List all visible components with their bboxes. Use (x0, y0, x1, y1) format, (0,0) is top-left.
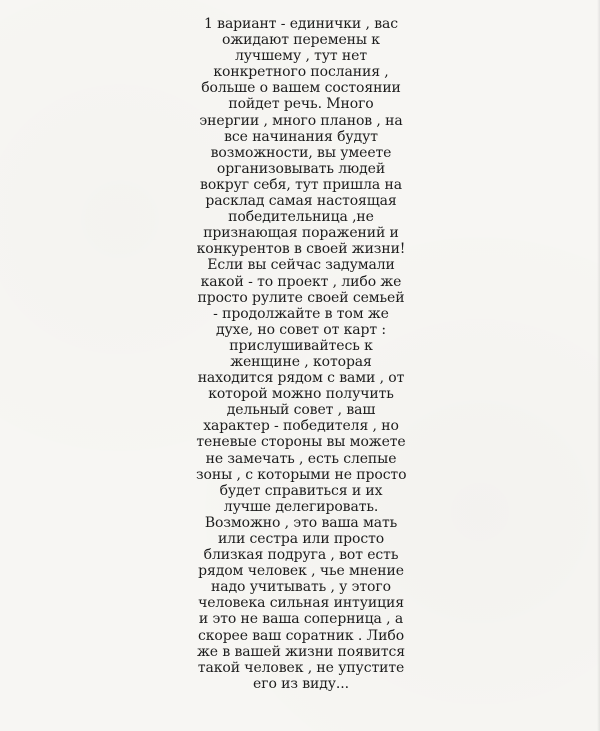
text-line: победительница ,не (228, 209, 374, 226)
text-line: будет справиться и их (219, 482, 383, 499)
text-line: пойдет речь. Много (228, 96, 374, 113)
text-line: просто рулите своей семьей (197, 289, 405, 306)
text-line: зоны , с которыми не просто (196, 466, 407, 483)
text-line: надо учитывать , у этого (211, 579, 391, 596)
text-line: возможности, вы умеете (210, 144, 392, 161)
text-line: скорее ваш соратник . Либо (197, 627, 405, 644)
text-line: рядом человек , чье мнение (198, 563, 404, 580)
text-line: лучшему , тут нет (234, 48, 367, 65)
text-line: лучше делегировать. (223, 498, 379, 515)
text-line: дельный совет , ваш (226, 402, 376, 419)
text-line: близкая подруга , вот есть (203, 547, 399, 564)
text-line: признающая поражений и (203, 225, 399, 242)
text-line: или сестра или просто (217, 531, 385, 547)
text-line: его из виду... (253, 675, 349, 692)
text-line: - продолжайте в том же (213, 305, 389, 322)
text-line: больше о вашем состоянии (201, 80, 401, 97)
text-line: расклад самая настоящая (205, 193, 397, 210)
text-line: организовывать людей (216, 160, 386, 177)
text-line: энергии , много планов , на (199, 112, 403, 129)
text-line: ожидают перемены к (222, 32, 380, 49)
text-line: Если вы сейчас задумали (207, 257, 395, 274)
text-line: 1 вариант - единички , вас (204, 16, 398, 32)
text-line: конкурентов в своей жизни! (196, 241, 406, 258)
text-line: и это не ваша соперница , а (198, 611, 404, 628)
text-line: такой человек , не упустите (197, 659, 405, 676)
text-line: не замечать , есть слепые (205, 450, 397, 467)
text-line: теневые стороны вы можете (196, 434, 406, 451)
text-line: прислушивайтесь к (229, 337, 373, 354)
text-line: характер - победителя , но (203, 418, 399, 435)
text-line: которой можно получить (208, 386, 394, 403)
text-line: конкретного послания , (213, 64, 389, 81)
text-line: находится рядом с вами , от (197, 370, 405, 387)
text-line: все начинания будут (224, 128, 378, 145)
text-line: вокруг себя, тут пришла на (200, 176, 402, 193)
text-line: человека сильная интуиция (198, 595, 404, 612)
text-line: Возможно , это ваша мать (204, 514, 398, 531)
text-line: же в вашей жизни появится (197, 643, 405, 660)
tarot-reading-text (196, 16, 406, 692)
text-line: какой - то проект , либо же (200, 273, 402, 290)
text-line: женщине , которая (230, 353, 372, 370)
text-line: духе, но совет от карт : (216, 321, 386, 338)
